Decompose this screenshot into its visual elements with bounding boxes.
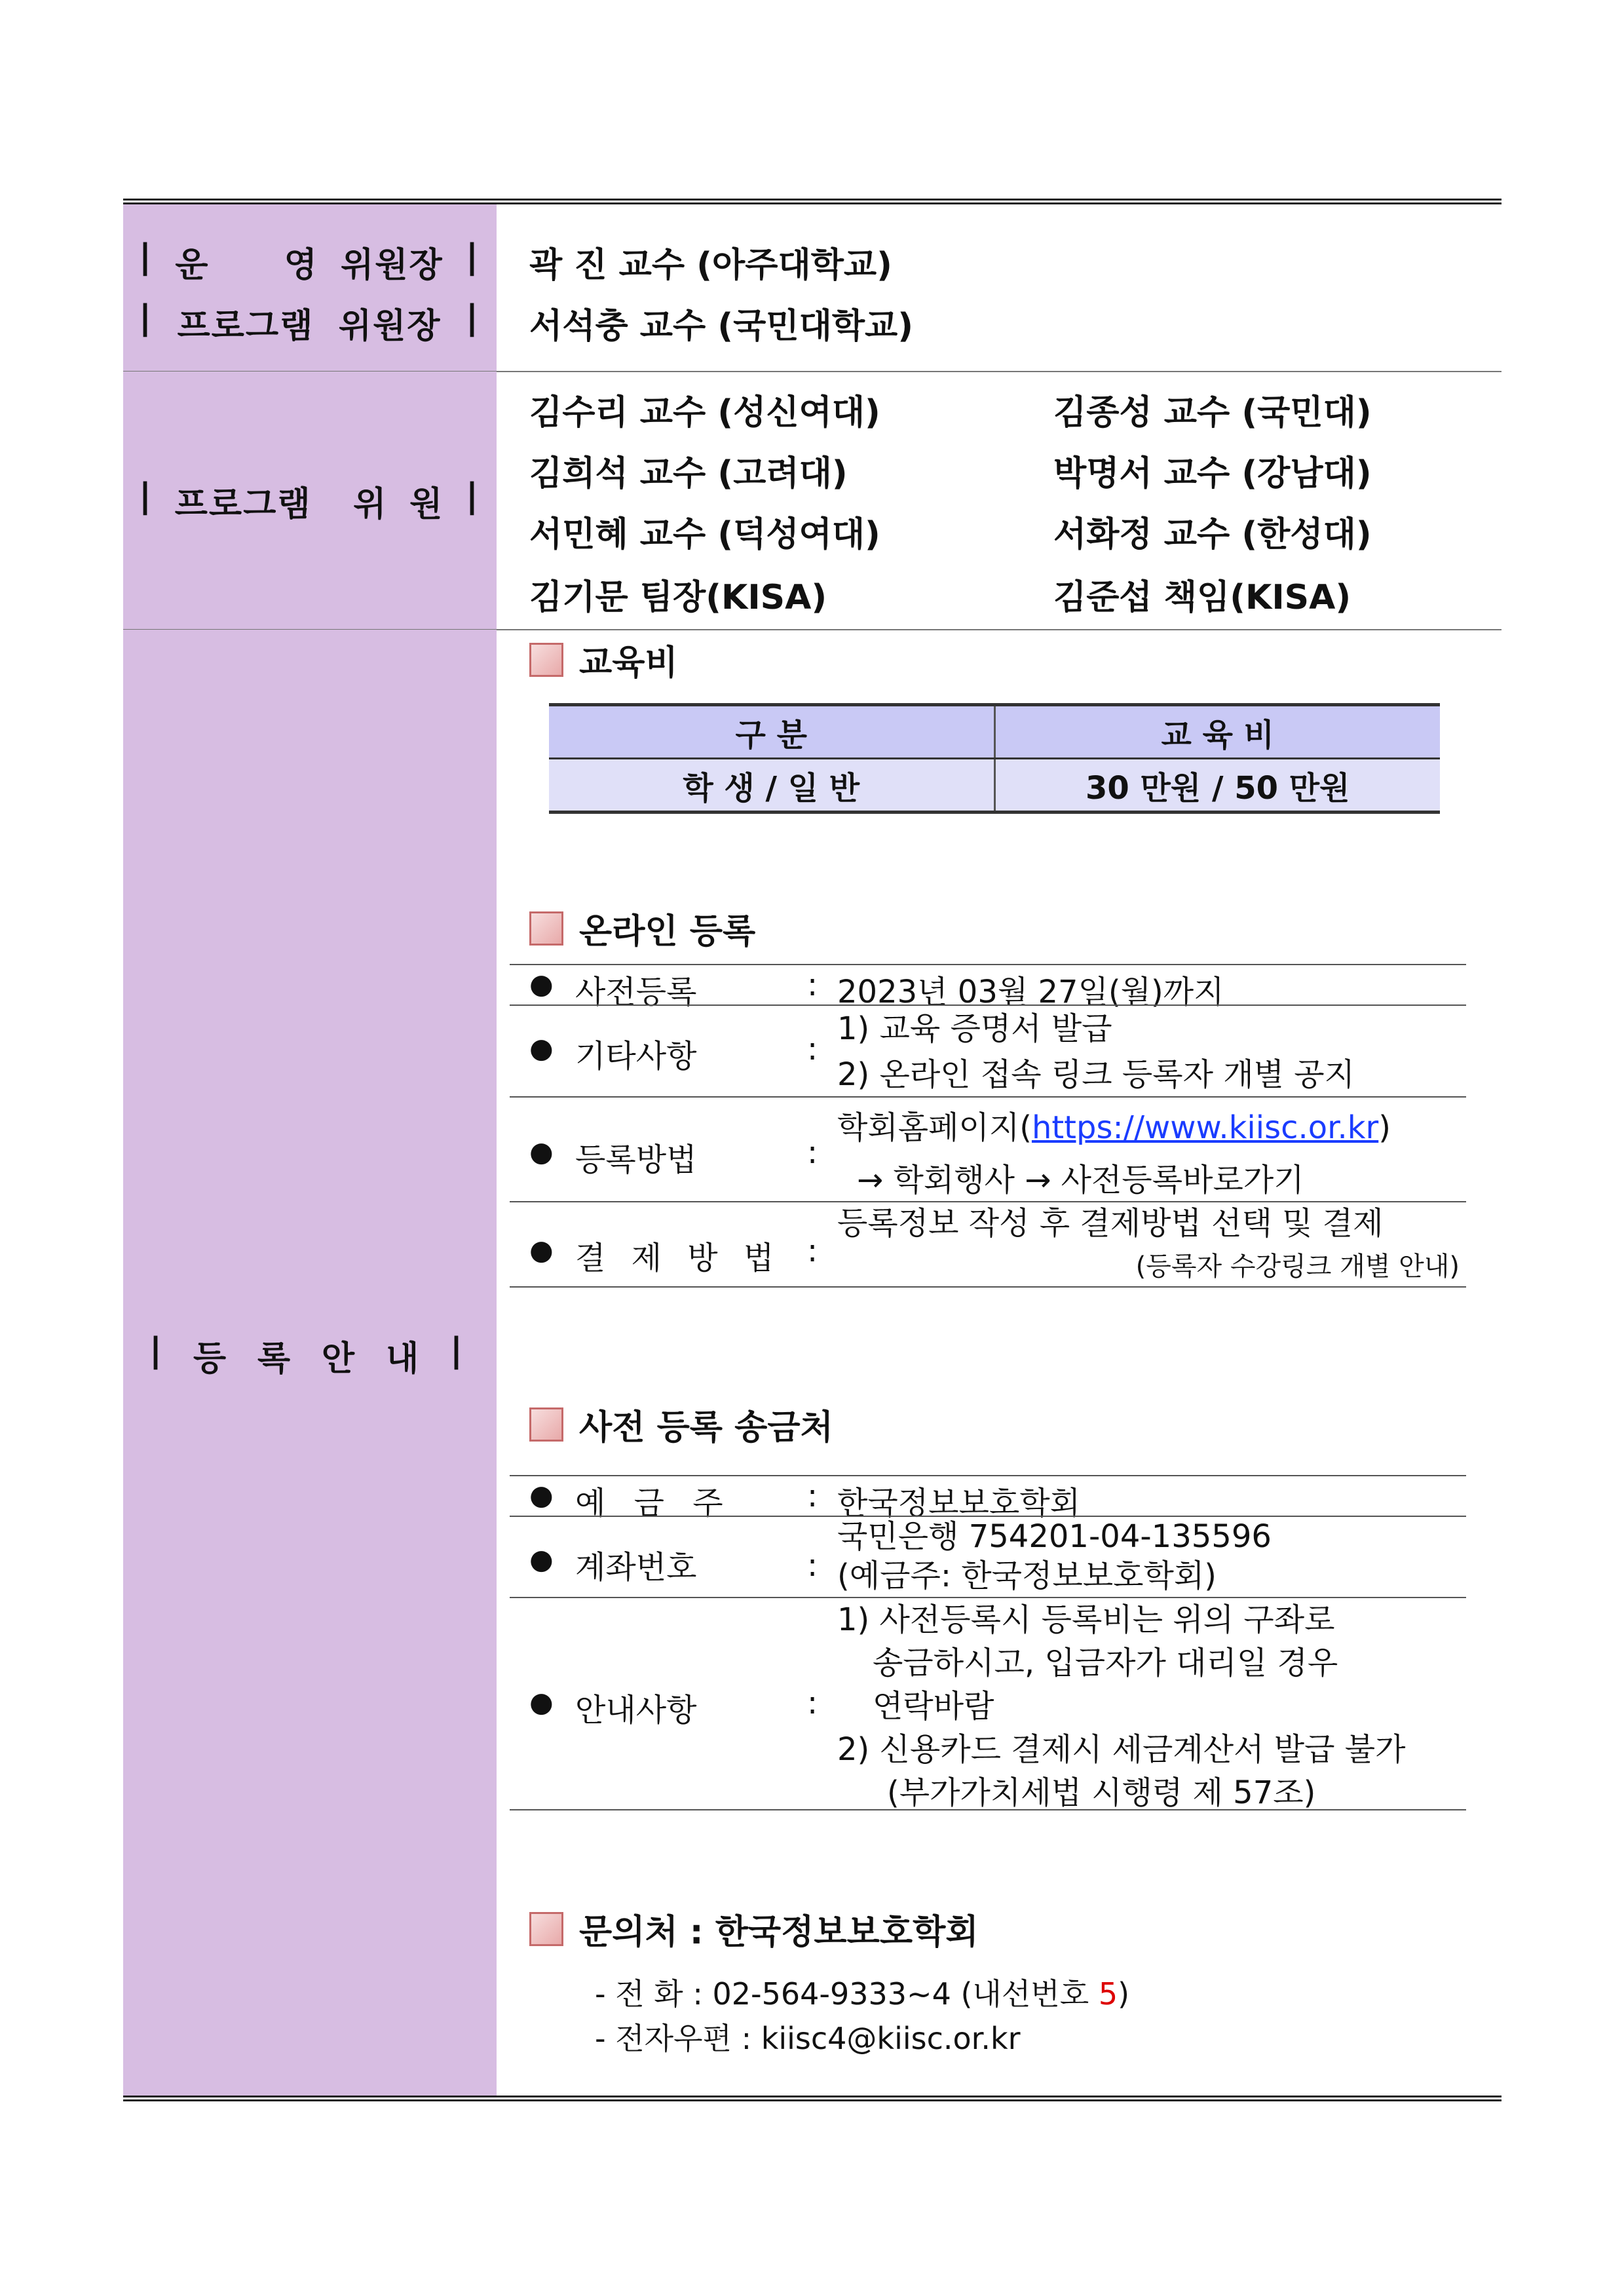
list-item [510,1096,1466,1201]
fee-heading-text: 교육비 [579,643,678,683]
item-value: 등록정보 작성 후 결제방법 선택 및 결제 (등록자 수강링크 개별 안내) [837,1205,1460,1282]
contact-heading-text: 문의처 : 한국정보보호학회 [579,1913,979,1952]
bullet-dot-icon: ● [529,1686,554,1718]
label-word: 운 [175,246,210,285]
program-chair-label [139,298,480,347]
program-members-content [529,372,1501,629]
fee-heading [529,635,678,684]
chairs-content [529,204,1501,371]
operating-chair-label [139,237,480,286]
list-item [510,964,1466,1010]
member-name: 박명서 교수 (강남대) [1053,454,1372,493]
fee-table-header-row [549,705,1440,759]
bullet-dot-icon: ● [529,1234,554,1266]
square-bullet-icon [529,911,563,946]
label-word: 록 [257,1339,292,1379]
member-name: 서민혜 교수 (덕성여대) [529,515,880,554]
fee-amount-cell: 30 만원 / 50 만원 [994,759,1440,813]
colon: : [807,1547,818,1584]
registration-label-cell [123,630,497,2095]
chairs-label-cell [123,204,497,371]
square-bullet-icon [529,1407,563,1442]
colon: : [807,1134,818,1171]
item-label: 안내사항 [575,1692,697,1729]
member-name: 김준섭 책임(KISA) [1053,578,1351,617]
program-members-label-cell [123,372,497,629]
bullet-dot-icon: ● [529,1136,554,1168]
label-bar: | [466,298,480,337]
member-name: 김수리 교수 (성신여대) [529,393,880,432]
label-word: 안 [321,1339,356,1379]
registration-label [149,1331,464,1380]
label-bar: | [450,1331,464,1370]
item-value: 1) 교육 증명서 발급 2) 온라인 접속 링크 등록자 개별 공지 [837,1010,1355,1093]
member-name: 김종성 교수 (국민대) [1053,393,1372,432]
item-value: 학회홈페이지(https://www.kiisc.or.kr) → 학회행사 → 사전등록바로가기 [837,1109,1391,1198]
online-registration-heading [529,904,755,953]
label-word: 등 [193,1339,228,1379]
top-double-rule [123,199,1501,204]
label-word: 원 [409,485,444,524]
item-label: 계좌번호 [575,1549,697,1586]
item-label: 결 제 방 법 [575,1240,782,1276]
colon: : [807,1685,818,1721]
list-item [510,1475,1466,1521]
registration-row [123,630,1501,2095]
list-item [510,1004,1466,1096]
registration-content [529,630,1501,2095]
contact-heading [529,1904,979,1953]
item-label: 예 금 주 [575,1485,732,1521]
member-name: 김기문 팀장(KISA) [529,578,827,617]
program-members-label [139,476,480,526]
fee-table [549,703,1440,814]
fee-table-row [549,759,1440,813]
colon: : [807,1478,818,1514]
list-item [510,1597,1466,1810]
fee-col-amount-header: 교 육 비 [994,705,1440,759]
operating-chair-name: 곽 진 교수 (아주대학교) [529,246,892,285]
label-word: 위 [353,485,388,524]
bullet-dot-icon: ● [529,1479,554,1511]
item-value: 한국정보보호학회 [837,1485,1080,1521]
member-name: 김희석 교수 (고려대) [529,454,848,493]
colon: : [807,966,818,1003]
label-word: 프로그램 [174,485,312,524]
document-frame [123,199,1501,2101]
transfer-heading [529,1400,833,1449]
online-registration-list [510,964,1466,1288]
label-word: 위원장 [338,307,442,346]
online-heading-text: 온라인 등록 [579,912,756,951]
bottom-double-rule [123,2095,1501,2101]
extension-number: 5 [1098,1976,1118,2012]
label-word: 내 [385,1339,421,1379]
square-bullet-icon [529,643,563,677]
label-bar: | [139,476,153,516]
item-value: 2023년 03월 27일(월)까지 [837,974,1224,1010]
label-word: 위원장 [341,246,444,285]
contact-phone: - 전 화 : 02-564-9333~4 (내선번호 5) [595,1976,1130,2012]
square-bullet-icon [529,1912,563,1946]
program-members-row [123,372,1501,629]
item-label: 기타사항 [575,1038,697,1075]
chairs-row [123,204,1501,371]
bullet-dot-icon: ● [529,1032,554,1064]
item-label: 사전등록 [575,974,697,1010]
fee-category-cell: 학 생 / 일 반 [549,759,994,813]
member-name: 서화정 교수 (한성대) [1053,515,1372,554]
item-value: 국민은행 754201-04-135596 (예금주: 한국정보보호학회) [837,1518,1272,1594]
program-chair-name: 서석충 교수 (국민대학교) [529,307,914,346]
label-bar: | [149,1331,163,1370]
colon: : [807,1031,818,1067]
label-bar: | [139,298,153,337]
list-item [510,1516,1466,1597]
bullet-dot-icon: ● [529,1543,554,1575]
fee-col-category-header: 구 분 [549,705,994,759]
contact-email: - 전자우편 : kiisc4@kiisc.or.kr [595,2021,1021,2056]
label-bar: | [139,237,153,277]
bullet-dot-icon: ● [529,968,554,1000]
label-bar: | [465,476,480,516]
label-word: 프로그램 [177,307,314,346]
label-word: 영 [284,246,318,285]
label-bar: | [465,237,480,277]
homepage-link[interactable]: https://www.kiisc.or.kr [1031,1109,1379,1146]
colon: : [807,1233,818,1269]
list-item [510,1201,1466,1288]
item-label: 등록방법 [575,1141,697,1178]
transfer-list [510,1475,1466,1810]
item-value: 1) 사전등록시 등록비는 위의 구좌로 송금하시고, 입금자가 대리일 경우 연락바람 2) 신용카드 결제시 세금계산서 발급 불가 (부가가치세법 시행령 제 57조) [837,1601,1406,1811]
transfer-heading-text: 사전 등록 송금처 [579,1408,833,1447]
